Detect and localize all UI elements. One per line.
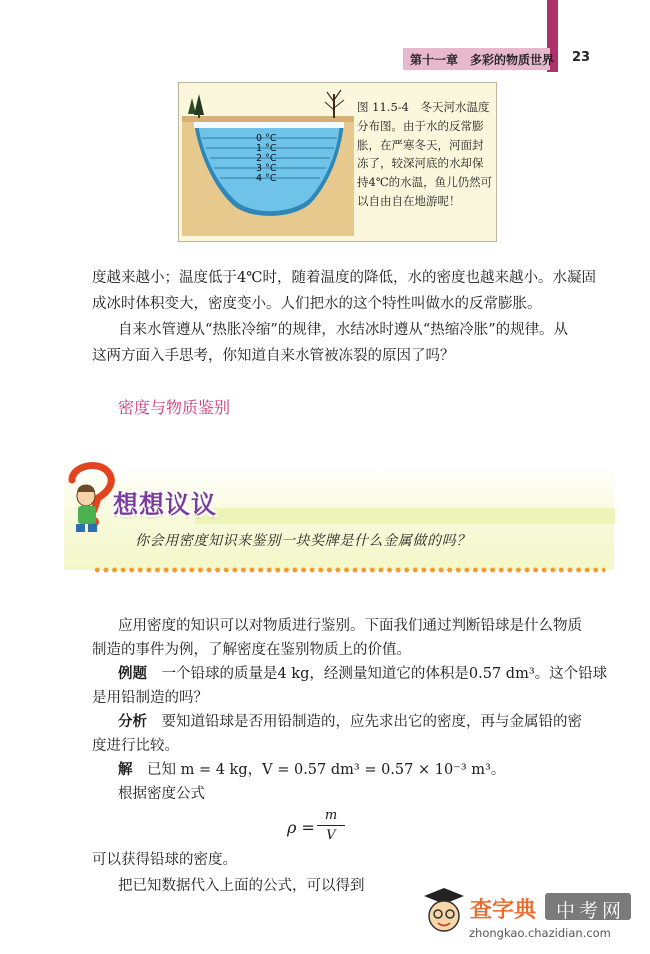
paragraph-line: 把已知数据代入上面的公式，可以得到 bbox=[118, 878, 365, 894]
paragraph-line: 应用密度的知识可以对物质进行鉴别。下面我们通过判断铅球是什么物质 bbox=[118, 618, 582, 634]
solution-line bbox=[118, 758, 505, 782]
paragraph-line: 根据密度公式 bbox=[118, 786, 205, 802]
watermark-brand: 查字典 bbox=[470, 898, 537, 923]
analysis-line bbox=[118, 710, 582, 734]
paragraph-line: 度越来越小；温度低于4℃时，随着温度的降低，水的密度也越来越小。水凝固 bbox=[92, 270, 596, 286]
fraction-bar bbox=[317, 825, 345, 826]
solution-text: 已知 m = 4 kg，V = 0.57 dm³ = 0.57 × 10⁻³ m³。 bbox=[132, 762, 506, 778]
analysis-text: 要知道铅球是否用铅制造的，应先求出它的密度，再与金属铅的密 bbox=[147, 714, 582, 730]
analysis-label: 分析 bbox=[118, 714, 147, 730]
temp-label: 0 °C bbox=[256, 133, 277, 144]
temperature-labels bbox=[256, 134, 276, 184]
paragraph-line: 自来水管遵从“热胀冷缩”的规律，水结冰时遵从“热缩冷胀”的规律。从 bbox=[118, 322, 569, 338]
watermark-brand-secondary: 中考网 bbox=[556, 900, 626, 922]
discuss-question: 你会用密度知识来鉴别一块奖牌是什么金属做的吗？ bbox=[135, 533, 471, 549]
chapter-title: 第十一章 多彩的物质世界 bbox=[410, 53, 555, 67]
density-formula-lhs: ρ = bbox=[287, 818, 315, 837]
formula-denominator: V bbox=[326, 828, 336, 843]
figure-caption: 图 11.5-4 冬天河水温度分布图。由于水的反常膨胀，在严寒冬天，河面封冻了，较深河底的水却保持4℃的水温，鱼儿仍然可以自由自在地游呢！ bbox=[357, 100, 493, 208]
paragraph-line: 是用铅制造的吗？ bbox=[92, 690, 208, 706]
solution-label: 解 bbox=[118, 762, 133, 778]
temp-label: 4 °C bbox=[256, 173, 277, 184]
watermark-url: zhongkao.chazidian.com bbox=[469, 926, 611, 940]
paragraph-line: 制造的事件为例，了解密度在鉴别物质上的价值。 bbox=[92, 642, 411, 658]
discuss-title: 想想议议 bbox=[113, 490, 218, 519]
example-text: 一个铅球的质量是4 kg，经测量知道它的体积是0.57 dm³。这个铅球 bbox=[147, 666, 608, 682]
section-heading: 密度与物质鉴别 bbox=[118, 398, 231, 417]
temp-label: 3 °C bbox=[256, 163, 277, 174]
paragraph-line: 可以获得铅球的密度。 bbox=[92, 852, 237, 868]
density-formula-fraction bbox=[317, 808, 345, 843]
example-line bbox=[118, 662, 607, 686]
paragraph-line: 度进行比较。 bbox=[92, 738, 179, 754]
page-number: 23 bbox=[572, 50, 591, 65]
formula-numerator: m bbox=[324, 808, 338, 823]
mascot-logo-icon bbox=[420, 884, 468, 936]
temp-label: 2 °C bbox=[256, 153, 277, 164]
discuss-stripe bbox=[195, 508, 615, 524]
example-label: 例题 bbox=[118, 666, 147, 682]
temp-label: 1 °C bbox=[256, 143, 277, 154]
paragraph-line: 成冰时体积变大，密度变小。人们把水的这个特性叫做水的反常膨胀。 bbox=[92, 296, 542, 312]
paragraph-line: 这两方面入手思考，你知道自来水管被冻裂的原因了吗？ bbox=[92, 348, 455, 364]
dotted-divider bbox=[93, 566, 605, 574]
